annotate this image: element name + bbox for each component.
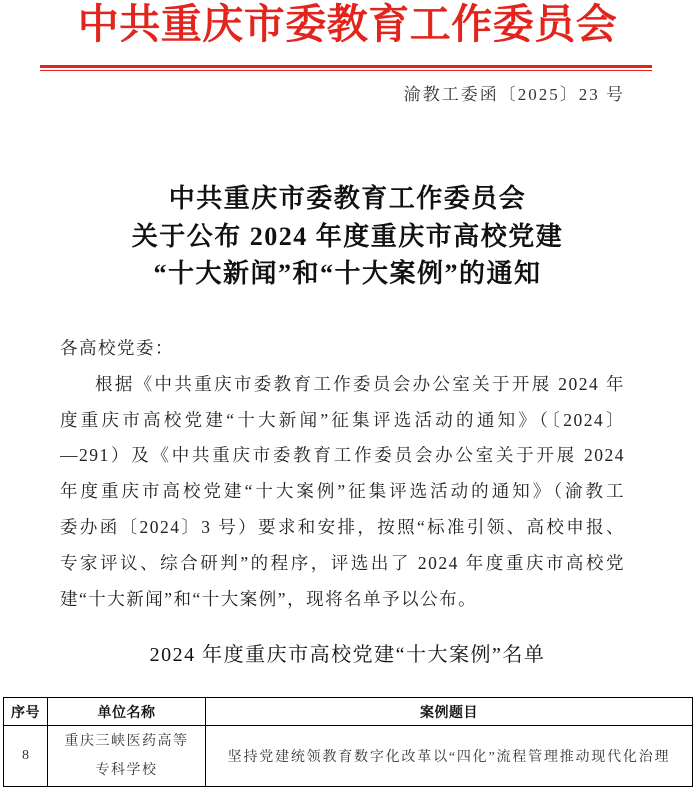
body-line: 根据《中共重庆市委教育工作委员会办公室关于开展 2024 年 <box>95 373 625 394</box>
document-number: 渝教工委函〔2025〕23 号 <box>403 85 625 104</box>
table-header-row <box>4 698 693 726</box>
title-line: “十大新闻”和“十大案例”的通知 <box>153 259 542 288</box>
title-line: 关于公布 2024 年度重庆市高校党建 <box>131 221 564 251</box>
body-line: 年度重庆市高校党建“十大案例”征集评选活动的通知》（渝教工 <box>60 481 625 502</box>
header-unit-name: 单位名称 <box>48 698 206 726</box>
title-line: 中共重庆市委教育工作委员会 <box>168 184 527 213</box>
case-list-table <box>3 697 693 787</box>
list-title: 2024 年度重庆市高校党建“十大案例”名单 <box>149 644 546 666</box>
body-line: 度重庆市高校党建“十大新闻”征集评选活动的通知》（〔2024〕 <box>60 409 625 430</box>
body-line: —291）及《中共重庆市委教育工作委员会办公室关于开展 2024 <box>60 445 625 466</box>
body-text <box>60 331 625 617</box>
cell-unit-name <box>48 726 206 787</box>
unit-name-text: 重庆三峡医药高等专科学校 <box>64 734 189 778</box>
letterhead-title: 中共重庆市委教育工作委员会 <box>77 1 618 47</box>
case-title-text: 坚持党建统领教育数字化改革以“四化”流程管理推动现代化治理 <box>227 750 671 765</box>
letterhead-rule-thick <box>40 65 652 68</box>
header-case-title: 案例题目 <box>206 698 693 726</box>
header-serial: 序号 <box>4 698 48 726</box>
cell-serial: 8 <box>4 726 48 787</box>
document-title <box>40 180 655 293</box>
cell-case-title <box>206 726 693 787</box>
salutation: 各高校党委： <box>60 338 174 358</box>
table-row <box>4 726 693 787</box>
letterhead-rule-thin <box>40 70 652 71</box>
body-line: 专家评议、综合研判”的程序，评选出了 2024 年度重庆市高校党 <box>60 552 625 573</box>
body-line: 建“十大新闻”和“十大案例”，现将名单予以公布。 <box>60 588 478 609</box>
body-line: 委办函〔2024〕3 号）要求和安排，按照“标准引领、高校申报、 <box>60 516 625 537</box>
